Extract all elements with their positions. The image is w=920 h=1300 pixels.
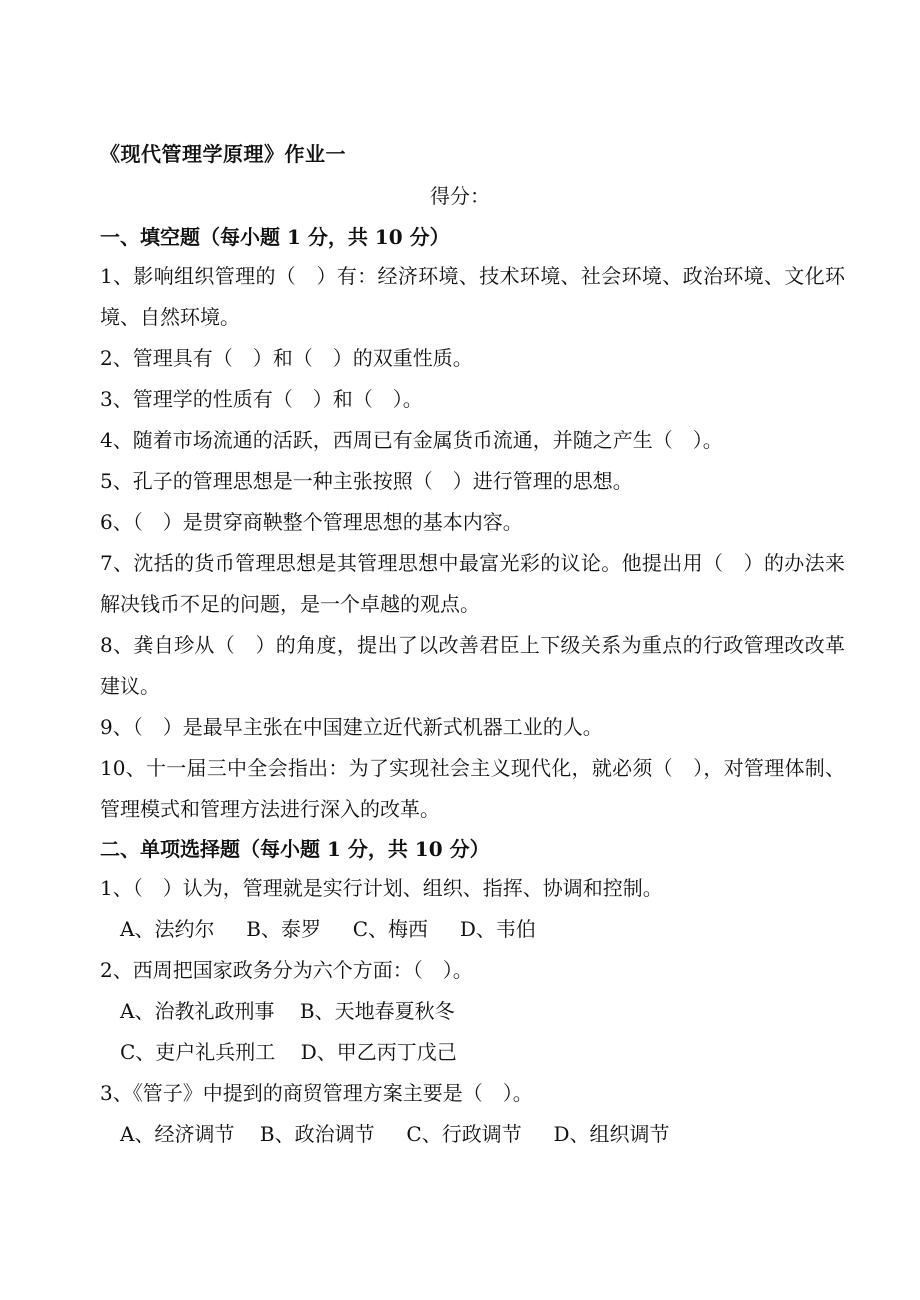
choice-options-2b [100, 1032, 845, 1073]
option-d: D、韦伯 [459, 917, 536, 941]
question-2: 2、管理具有（ ）和（ ）的双重性质。 [100, 346, 473, 370]
option-c: C、行政调节 [406, 1122, 522, 1146]
document-body [100, 218, 845, 1155]
option-a: A、法约尔 [120, 917, 215, 941]
option-d: D、甲乙丙丁戊己 [300, 1040, 457, 1064]
option-a: A、经济调节 [120, 1122, 235, 1146]
option-c: C、吏户礼兵刑工 [120, 1040, 276, 1064]
option-c: C、梅西 [352, 917, 429, 941]
question-7: 7、沈括的货币管理思想是其管理思想中最富光彩的议论。他提出用（ ）的办法来解决钱币不足的问题，是一个卓越的观点。 [100, 551, 845, 616]
option-b: B、天地春夏秋冬 [299, 999, 455, 1023]
choice-question-2: 2、西周把国家政务分为六个方面：（ ）。 [100, 958, 473, 982]
section-heading-single-choice: 二、单项选择题（每小题 1 分，共 10 分） [100, 837, 490, 861]
score-label: 得分： [430, 184, 490, 208]
option-d: D、组织调节 [553, 1122, 670, 1146]
question-5: 5、孔子的管理思想是一种主张按照（ ）进行管理的思想。 [100, 469, 633, 493]
option-b: B、泰罗 [246, 917, 321, 941]
choice-question-1: 1、（ ）认为，管理就是实行计划、组织、指挥、协调和控制。 [100, 876, 663, 900]
choice-options-2a [100, 991, 845, 1032]
choice-options-1 [100, 909, 845, 950]
question-8: 8、龚自珍从（ ）的角度，提出了以改善君臣上下级关系为重点的行政管理改改革建议。 [100, 633, 845, 698]
question-1: 1、影响组织管理的（ ）有：经济环境、技术环境、社会环境、政治环境、文化环境、自然环境。 [100, 264, 845, 329]
question-4: 4、随着市场流通的活跃，西周已有金属货币流通，并随之产生（ ）。 [100, 428, 723, 452]
question-10: 10、十一届三中全会指出：为了实现社会主义现代化，就必须（ ），对管理体制、管理模式和管理方法进行深入的改革。 [100, 756, 845, 821]
option-b: B、政治调节 [259, 1122, 375, 1146]
question-6: 6、（ ）是贯穿商鞅整个管理思想的基本内容。 [100, 510, 523, 534]
question-3: 3、管理学的性质有（ ）和（ ）。 [100, 387, 423, 411]
document-title: 《现代管理学原理》作业一 [100, 142, 346, 166]
section-heading-fill-blank: 一、填空题（每小题 1 分，共 10 分） [100, 225, 450, 249]
question-9: 9、（ ）是最早主张在中国建立近代新式机器工业的人。 [100, 715, 603, 739]
choice-options-3 [100, 1114, 845, 1155]
choice-question-3: 3、《管子》中提到的商贸管理方案主要是（ ）。 [100, 1081, 533, 1105]
option-a: A、治教礼政刑事 [120, 999, 275, 1023]
